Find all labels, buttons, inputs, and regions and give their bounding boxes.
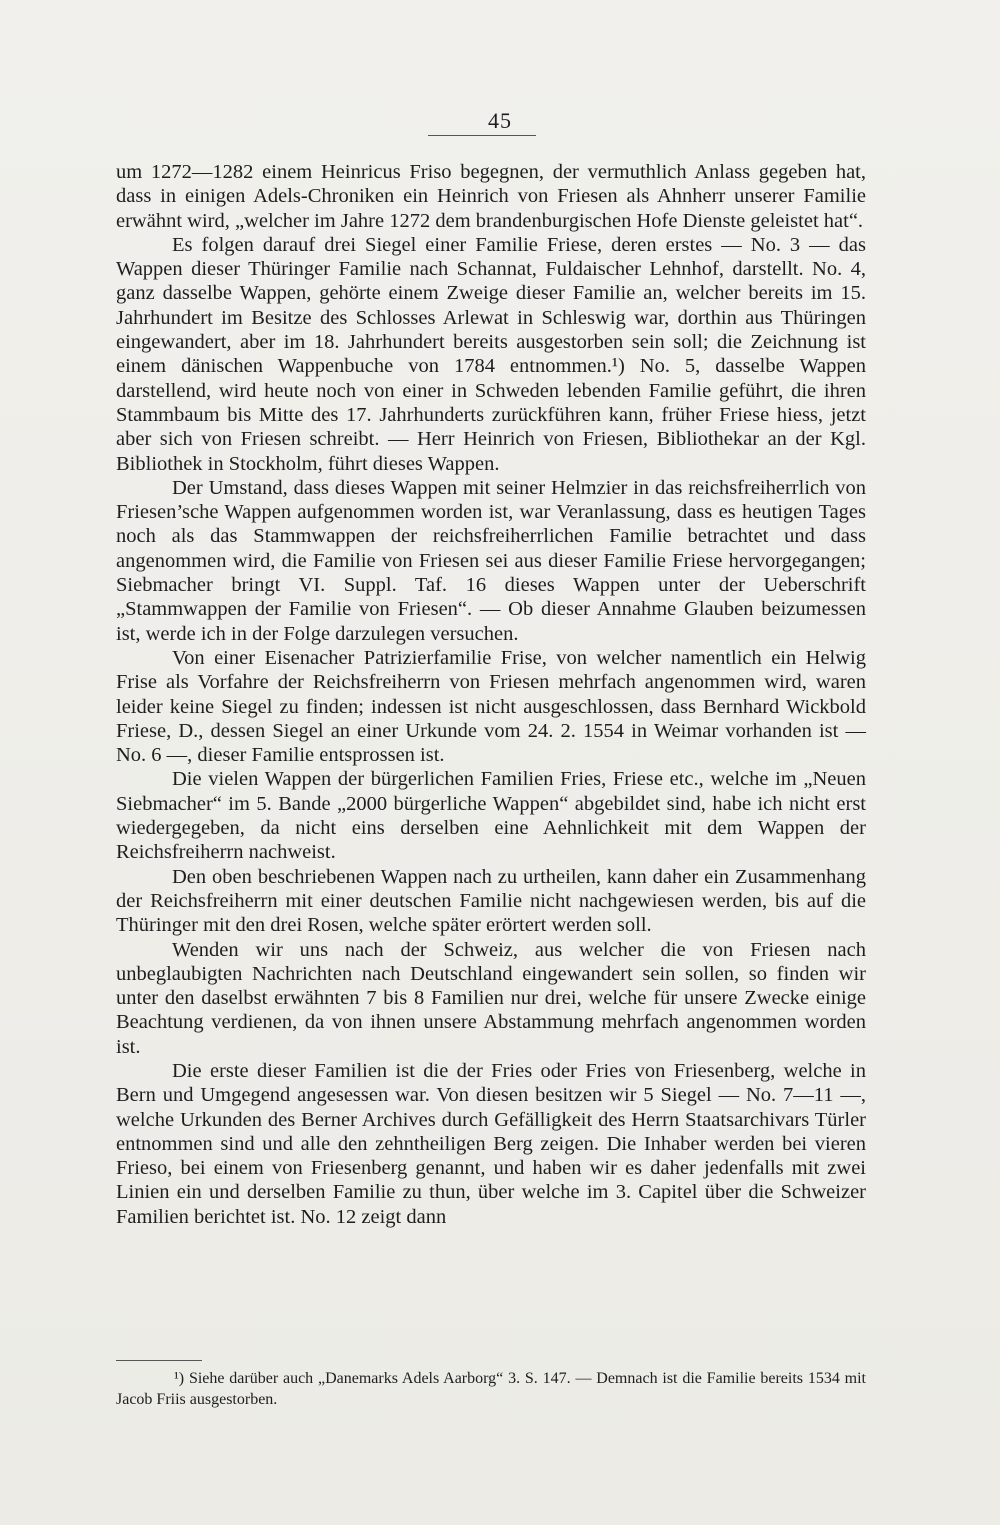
paragraph-8: Die erste dieser Familien ist die der Fries oder Fries von Friesenberg, welche in Bern und Umgegend angesessen war. Von diesen besitzen wir 5 Siegel — No. 7—11 —, welche Urkunden des Berner Archives durch Gefälligkeit des Herrn Staatsarchivars Türler entnommen sind und alle den zehntheiligen Berg zeigen. Die Inhaber werden bei vieren Frieso, bei einem von Friesenberg genannt, und haben wir es daher jedenfalls mit zwei Linien ein und derselben Familie zu thun, über welche im 3. Capitel über die Schweizer Familien berichtet ist. No. 12 zeigt dann (116, 1059, 866, 1228)
footnote-rule (116, 1360, 202, 1361)
paragraph-2: Es folgen darauf drei Siegel einer Familie Friese, deren erstes — No. 3 — das Wappen dieser Thüringer Familie nach Schannat, Fuldaischer Lehnhof, darstellt. No. 4, ganz dasselbe Wappen, gehörte einem Zweige dieser Familie an, welcher bereits im 15. Jahrhundert im Besitze des Schlosses Arlewat in Schleswig war, dorthin aus Thüringen eingewandert, aber im 18. Jahrhundert bereits ausgestorben sein soll; die Zeichnung ist einem dänischen Wappenbuche von 1784 entnommen.¹) No. 5, dasselbe Wappen darstellend, wird heute noch von einer in Schweden lebenden Familie geführt, die ihren Stammbaum bis Mitte des 17. Jahrhunderts zurückführen kann, früher Friese hiess, jetzt aber sich von Friesen schreibt. — Herr Heinrich von Friesen, Bibliothekar an der Kgl. Bibliothek in Stockholm, führt dieses Wappen. (116, 233, 866, 475)
paragraph-4: Von einer Eisenacher Patrizierfamilie Frise, von welcher namentlich ein Helwig Frise als Vorfahre der Reichsfreiherrn von Friesen mehrfach angenommen wird, waren leider keine Siegel zu finden; indessen ist nicht ausgeschlossen, dass Bernhard Wickbold Friese, D., dessen Siegel an einer Urkunde vom 24. 2. 1554 in Weimar vorhanden ist — No. 6 —, dieser Familie entsprossen ist. (116, 646, 866, 767)
footnote-text: ¹) Siehe darüber auch „Danemarks Adels Aarborg“ 3. S. 147. — Demnach ist die Familie bereits 1534 mit Jacob Friis ausgestorben. (116, 1370, 866, 1408)
paragraph-5: Die vielen Wappen der bürgerlichen Familien Fries, Friese etc., welche im „Neuen Siebmacher“ im 5. Bande „2000 bürgerliche Wappen“ abgebildet sind, habe ich nicht erst wiedergegeben, da nicht eins derselben eine Aehnlichkeit mit dem Wappen der Reichsfreiherrn nachweist. (116, 768, 866, 864)
header-rule (428, 135, 536, 136)
paragraph-1: um 1272—1282 einem Heinricus Friso begegnen, der vermuthlich Anlass gegeben hat, dass in einigen Adels-Chroniken ein Heinrich von Friesen als Ahnherr unserer Familie erwähnt wird, „welcher im Jahre 1272 dem brandenburgischen Hofe Dienste geleistet hat“. (116, 161, 866, 232)
page-number: 45 (488, 108, 512, 133)
body-text (116, 160, 866, 1229)
paragraph-7: Wenden wir uns nach der Schweiz, aus welcher die von Friesen nach unbeglaubigten Nachrichten nach Deutschland eingewandert sein sollen, so finden wir unter den daselbst erwähnten 7 bis 8 Familien nur drei, welche für unsere Zwecke einige Beachtung verdienen, da von ihnen unsere Abstammung mehrfach angenommen worden ist. (116, 938, 866, 1058)
paragraph-6: Den oben beschriebenen Wappen nach zu urtheilen, kann daher ein Zusammenhang der Reichsfreiherrn mit einer deutschen Familie nicht nachgewiesen werden, bis auf die Thüringer mit den drei Rosen, welche später erörtert werden soll. (116, 865, 866, 937)
footnote (116, 1368, 866, 1410)
paragraph-3: Der Umstand, dass dieses Wappen mit seiner Helmzier in das reichsfreiherrlich von Friesen’sche Wappen aufgenommen worden ist, war Veranlassung, dass es heutigen Tages noch als das Stammwappen der reichsfreiherrlichen Familie betrachtet und dass angenommen wird, die Familie von Friesen sei aus dieser Familie Friese hervorgegangen; Siebmacher bringt VI. Suppl. Taf. 16 dieses Wappen unter der Ueberschrift „Stammwappen der Familie von Friesen“. — Ob dieser Annahme Glauben beizumessen ist, werde ich in der Folge darzulegen versuchen. (116, 476, 866, 645)
